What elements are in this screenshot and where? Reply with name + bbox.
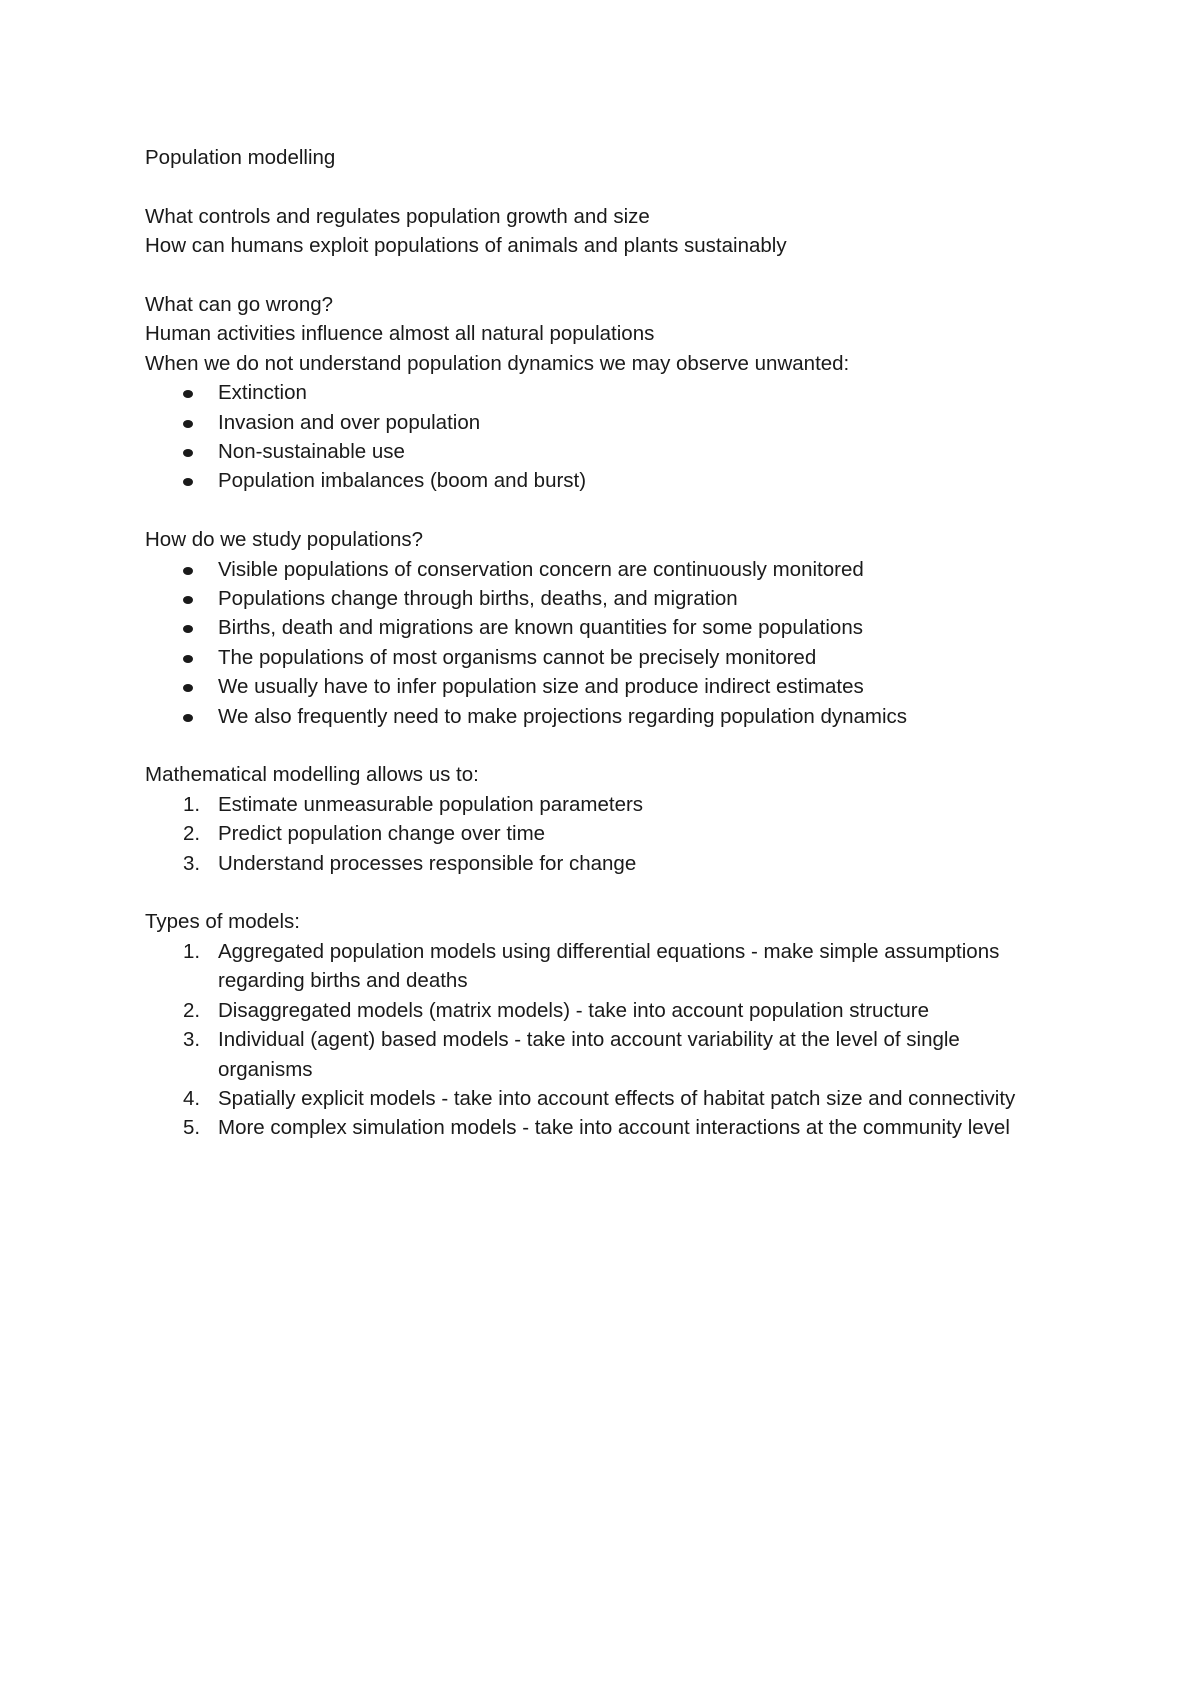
bullet-icon bbox=[183, 625, 193, 633]
list-item-text: Estimate unmeasurable population parameters bbox=[218, 792, 644, 816]
bullet-icon bbox=[183, 420, 193, 428]
list-item-text: Population imbalances (boom and burst) bbox=[218, 469, 587, 493]
list-number: 2. bbox=[183, 998, 201, 1022]
list-item-text: Invasion and over population bbox=[218, 410, 481, 434]
list-item bbox=[145, 937, 1045, 996]
list-number: 5. bbox=[183, 1116, 201, 1140]
list-item bbox=[145, 466, 1045, 495]
bullet-list-wrong bbox=[145, 378, 1045, 496]
list-item-text: We also frequently need to make projections regarding population dynamics bbox=[218, 704, 908, 728]
spacer bbox=[145, 731, 1045, 760]
bullet-icon bbox=[183, 684, 193, 692]
list-item-text: Disaggregated models (matrix models) - take into account population structure bbox=[218, 998, 930, 1022]
document-title: Population modelling bbox=[145, 146, 336, 169]
list-item bbox=[145, 1084, 1045, 1113]
list-item-text: We usually have to infer population size and produce indirect estimates bbox=[218, 675, 864, 699]
bullet-icon bbox=[183, 714, 193, 722]
intro-line: What controls and regulates population growth and size bbox=[145, 204, 650, 228]
list-item bbox=[145, 702, 1045, 731]
numbered-list-types bbox=[145, 937, 1045, 1143]
document-page bbox=[145, 143, 1045, 1143]
list-number: 2. bbox=[183, 822, 201, 846]
bullet-icon bbox=[183, 449, 193, 457]
list-item bbox=[145, 996, 1045, 1025]
section-heading-math: Mathematical modelling allows us to: bbox=[145, 763, 479, 787]
list-item-text: The populations of most organisms cannot be precisely monitored bbox=[218, 645, 817, 669]
paragraph-line: Human activities influence almost all natural populations bbox=[145, 322, 655, 346]
list-item bbox=[145, 584, 1045, 613]
list-item bbox=[145, 643, 1045, 672]
list-item-text: Extinction bbox=[218, 381, 307, 405]
list-item bbox=[145, 790, 1045, 819]
list-item-text: More complex simulation models - take into account interactions at the community level bbox=[218, 1116, 1010, 1140]
bullet-icon bbox=[183, 478, 193, 486]
list-item bbox=[145, 1113, 1045, 1142]
list-item-text: Visible populations of conservation concern are continuously monitored bbox=[218, 557, 864, 581]
list-item-text: Births, death and migrations are known quantities for some populations bbox=[218, 616, 863, 640]
spacer bbox=[145, 496, 1045, 525]
list-item-text: Aggregated population models using differential equations - make simple assumptions regarding births and deaths bbox=[218, 939, 1000, 993]
list-item bbox=[145, 672, 1045, 701]
bullet-icon bbox=[183, 655, 193, 663]
spacer bbox=[145, 261, 1045, 290]
list-number: 3. bbox=[183, 851, 201, 875]
list-item bbox=[145, 555, 1045, 584]
list-item bbox=[145, 408, 1045, 437]
list-item-text: Predict population change over time bbox=[218, 822, 546, 846]
list-item bbox=[145, 437, 1045, 466]
list-item-text: Populations change through births, deaths, and migration bbox=[218, 587, 738, 611]
section-heading-types: Types of models: bbox=[145, 910, 300, 934]
list-item-text: Understand processes responsible for change bbox=[218, 851, 637, 875]
section-heading-wrong: What can go wrong? bbox=[145, 293, 334, 316]
list-item bbox=[145, 1025, 1045, 1084]
list-item-text: Spatially explicit models - take into account effects of habitat patch size and connectivity bbox=[218, 1086, 1016, 1110]
section-heading-study: How do we study populations? bbox=[145, 528, 424, 552]
paragraph-line: When we do not understand population dynamics we may observe unwanted: bbox=[145, 351, 850, 375]
list-item bbox=[145, 613, 1045, 642]
list-number: 1. bbox=[183, 939, 201, 963]
list-number: 4. bbox=[183, 1086, 201, 1110]
list-item-text: Non-sustainable use bbox=[218, 440, 405, 464]
list-item-text: Individual (agent) based models - take into account variability at the level of single organisms bbox=[218, 1028, 960, 1081]
list-item bbox=[145, 849, 1045, 878]
spacer bbox=[145, 878, 1045, 907]
list-item bbox=[145, 819, 1045, 848]
bullet-icon bbox=[183, 390, 193, 398]
list-number: 1. bbox=[183, 792, 201, 816]
list-item bbox=[145, 378, 1045, 407]
intro-line: How can humans exploit populations of animals and plants sustainably bbox=[145, 234, 787, 258]
list-number: 3. bbox=[183, 1028, 201, 1052]
bullet-icon bbox=[183, 567, 193, 575]
bullet-list-study bbox=[145, 555, 1045, 731]
spacer bbox=[145, 172, 1045, 201]
bullet-icon bbox=[183, 596, 193, 604]
numbered-list-math bbox=[145, 790, 1045, 878]
